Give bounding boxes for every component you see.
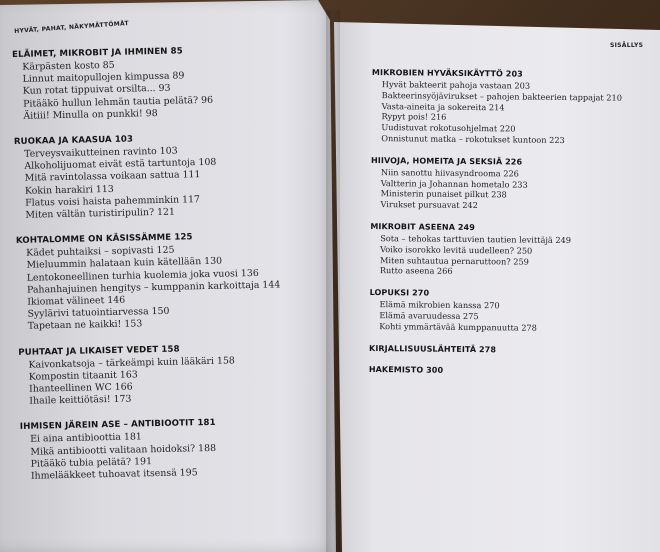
book-gutter: [326, 10, 340, 552]
toc-entry: Syylärivi tatuointiarvessa 150: [27, 306, 170, 320]
toc-entry: Kärpästen kosto 85: [22, 59, 115, 73]
toc-entry: Rypyt pois! 216: [381, 111, 447, 123]
toc-section: [20, 416, 321, 483]
toc-entry: Ikiomat välineet 146: [27, 294, 126, 308]
toc-section: [16, 230, 318, 334]
toc-entry: Kun rotat tippuivat orsilta... 93: [22, 83, 171, 98]
toc-entry: Valtterin ja Johannan hometalo 233: [380, 177, 528, 190]
toc-section: [371, 156, 637, 213]
toc-entry: Äitiii! Minulla on punkki! 98: [23, 107, 158, 122]
toc-section-title: RUOKAA JA KAASUA 103: [13, 134, 134, 147]
toc-entry: Bakteerinsyöjävirukset – pahojen bakteerien tappajat 210: [381, 89, 622, 103]
toc-section-title: PUHTAAT JA LIKAISET VEDET 158: [18, 344, 180, 358]
toc-entry: Flatus voisi haista pahemminkin 117: [25, 193, 201, 209]
toc-entry: Miten vältän turistiripulin? 121: [25, 206, 176, 221]
toc-entry: Pahanhajuinen hengitys – kumppanin karkoittaja 144: [26, 279, 281, 296]
toc-entry: Mitä ravintolassa voikaan sattua 111: [24, 169, 201, 185]
toc-entry: Lentokoneellinen turhia kuolemia joka vuosi 136: [26, 267, 259, 284]
toc-entry: Onnistunut matka – rokotukset kuntoon 223: [381, 133, 565, 146]
toc-section-title: KIRJALLISUUSLÄHTEITÄ 278: [369, 343, 497, 354]
toc-section: [369, 365, 634, 377]
toc-section-title: ELÄIMET, MIKROBIT JA IHMINEN 85: [12, 46, 183, 60]
toc-section-title: KOHTALOMME ON KÄSISSÄMME 125: [15, 232, 193, 247]
toc-section: [14, 131, 316, 222]
toc-entry: Alkoholijuomat eivät estä tartuntoja 108: [24, 156, 217, 172]
right-running-header: SISÄLLYS: [610, 42, 644, 49]
right-toc-column: [369, 68, 637, 378]
toc-entry: Ei aina antibioottia 181: [30, 431, 142, 446]
toc-entry: Elämä avaruudessa 275: [379, 310, 479, 322]
left-running-header: HYVÄT, PAHAT, NÄKYMÄTTÖMÄT: [14, 19, 130, 35]
toc-entry: Ihanteellinen WC 166: [28, 381, 133, 395]
toc-entry: Kokin harakiri 113: [24, 183, 114, 197]
toc-entry: Voiko isorokko levitä uudelleen? 250: [380, 243, 533, 256]
toc-entry: Rutto aseena 266: [379, 265, 453, 277]
toc-entry: Pitääkö hullun lehmän tautia pelätä? 96: [23, 94, 214, 110]
toc-entry: Vasta-aineita ja sokereita 214: [381, 100, 505, 112]
toc-entry: Virukset pursuavat 242: [380, 199, 478, 211]
toc-entry: Ihmelääkkeet tuhoavat itsensä 195: [30, 467, 198, 482]
toc-section-title: HIIVOJA, HOMEITA JA SEKSIÄ 226: [370, 155, 523, 167]
toc-entry: Mikä antibiootti valitaan hoidoksi? 188: [30, 442, 217, 458]
toc-section-title: MIKROBIT ASEENA 249: [370, 221, 475, 233]
toc-entry: Kompostin titaanit 163: [28, 369, 138, 383]
toc-section-title: HAKEMISTO 300: [368, 364, 444, 375]
toc-entry: Niin sanottu hiivasyndrooma 226: [380, 166, 519, 179]
toc-entry: Tapetaan ne kaikki! 153: [27, 318, 143, 333]
toc-section: [369, 344, 634, 356]
toc-entry: Ministerin punaiset pilkut 238: [380, 188, 507, 200]
toc-section: [371, 68, 637, 147]
toc-section: [12, 44, 313, 123]
toc-entry: Ihaile keittiötäsi! 173: [29, 393, 132, 407]
toc-entry: Linnut maitopullojen kimpussa 89: [22, 70, 185, 85]
toc-section-title: IHMISEN JÄREIN ASE – ANTIBIOOTIT 181: [19, 418, 216, 433]
toc-section: [369, 288, 634, 334]
toc-entry: Kädet puhtaiksi – sopivasti 125: [26, 244, 175, 259]
toc-section: [370, 222, 636, 279]
toc-entry: Terveysvaikutteinen ravinto 103: [24, 145, 178, 160]
toc-entry: Elämä mikrobien kanssa 270: [379, 299, 500, 311]
toc-entry: Kohti ymmärtävää kumppanuutta 278: [379, 320, 537, 333]
toc-entry: Mieluummin halataan kuin kätellään 130: [26, 256, 223, 272]
left-toc-column: [12, 44, 321, 483]
toc-entry: Hyvät bakteerit pahoja vastaan 203: [381, 79, 531, 91]
toc-entry: Uudistuvat rokotusohjelmat 220: [381, 122, 516, 134]
toc-entry: Sota – tehokas tarttuvien tautien levittäjä 249: [380, 233, 572, 246]
toc-entry: Kaivonkatsoja – tärkeämpi kuin lääkäri 158: [28, 355, 235, 371]
toc-section-title: MIKROBIEN HYVÄKSIKÄYTTÖ 203: [371, 68, 523, 79]
toc-section: [18, 341, 319, 408]
toc-entry: Miten suhtautua pernaruttoon? 259: [379, 254, 529, 267]
toc-section-title: LOPUKSI 270: [369, 288, 430, 298]
toc-entry: Pitääkö tubia pelätä? 191: [30, 456, 153, 470]
